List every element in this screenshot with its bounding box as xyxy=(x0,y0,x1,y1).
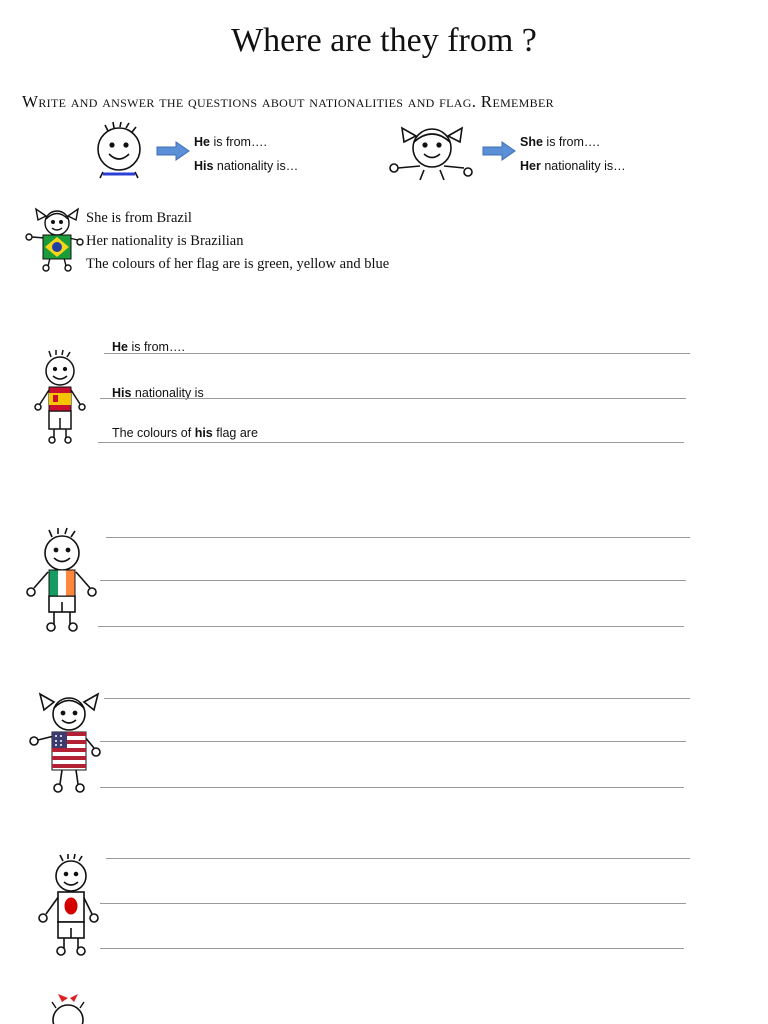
example-line-3: The colours of her flag are is green, yellow and blue xyxy=(86,256,390,272)
answer-line[interactable] xyxy=(100,580,686,581)
example-line-2: Her nationality is Brazilian xyxy=(86,233,244,249)
boy-japan-flag-icon xyxy=(36,854,100,960)
answer-line[interactable] xyxy=(100,741,686,742)
instructions: Write and answer the questions about nationalities and flag. Remember xyxy=(22,92,554,111)
remember-boy-line2: His nationality is… xyxy=(194,159,299,173)
answer-line[interactable] xyxy=(100,398,686,399)
page-title: Where are they from ? xyxy=(231,22,537,59)
boy-spain-flag-icon xyxy=(32,350,88,448)
answer-line[interactable] xyxy=(98,442,684,443)
answer-line[interactable] xyxy=(104,698,690,699)
answer-line[interactable] xyxy=(100,787,684,788)
boy-ireland-flag-icon xyxy=(24,528,98,636)
exercise1-line2: His nationality is xyxy=(112,386,204,400)
girl-brazil-flag-icon xyxy=(24,206,86,272)
remember-girl-line2: Her nationality is… xyxy=(520,159,626,173)
answer-line[interactable] xyxy=(104,353,690,354)
answer-line[interactable] xyxy=(106,858,690,859)
answer-line[interactable] xyxy=(100,948,684,949)
arrow-right-icon xyxy=(482,142,516,160)
boy-icon xyxy=(94,122,148,178)
girl-usa-flag-icon xyxy=(28,690,102,796)
arrow-right-icon xyxy=(156,142,190,160)
answer-line[interactable] xyxy=(106,537,690,538)
girl-icon xyxy=(386,124,478,180)
remember-girl-line1: She is from…. xyxy=(520,135,600,149)
exercise1-line3: The colours of his flag are xyxy=(112,426,258,440)
exercise1-line1: He is from…. xyxy=(112,340,185,354)
example-line-1: She is from Brazil xyxy=(86,210,192,226)
girl-partial-icon xyxy=(44,994,90,1024)
answer-line[interactable] xyxy=(100,903,686,904)
answer-line[interactable] xyxy=(98,626,684,627)
remember-boy-line1: He is from…. xyxy=(194,135,267,149)
